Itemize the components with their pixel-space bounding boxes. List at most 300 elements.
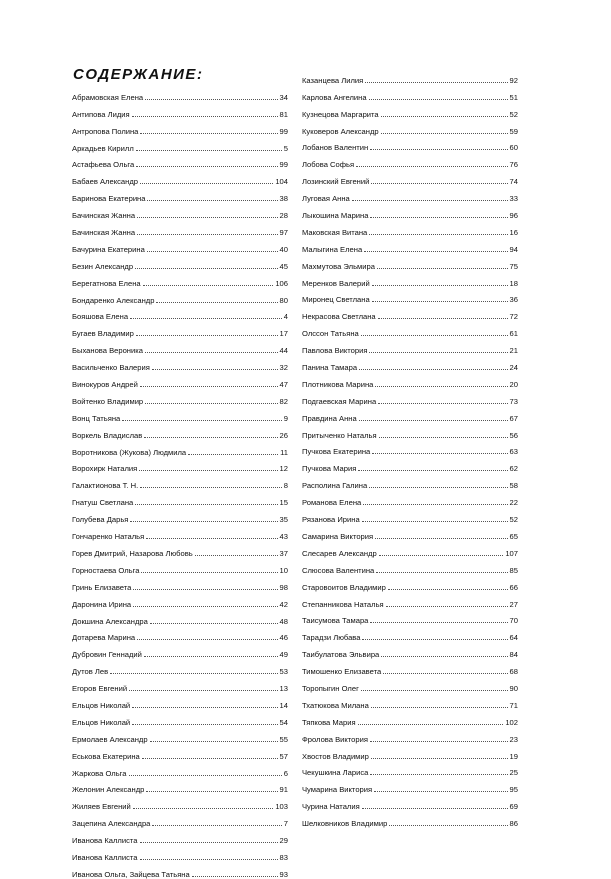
- dot-leader: [140, 841, 278, 843]
- toc-entry-name: Старовоитов Владимир: [302, 582, 386, 592]
- toc-entry-name: Васильченко Валерия: [72, 363, 150, 373]
- dot-leader: [145, 98, 277, 100]
- toc-entry-name: Панина Тамара: [302, 363, 358, 373]
- toc-entry-page: 76: [509, 160, 518, 170]
- toc-entry: [302, 119, 518, 136]
- toc-entry-name: Самарина Виктория: [302, 531, 374, 541]
- dot-leader: [147, 250, 278, 252]
- toc-entry-page: 33: [509, 194, 518, 204]
- toc-entry-page: 99: [279, 126, 288, 136]
- toc-entry: [72, 710, 288, 727]
- toc-entry: [302, 186, 518, 203]
- toc-entry-page: 83: [279, 852, 288, 862]
- toc-entry: [72, 136, 288, 153]
- toc-entry-page: 104: [275, 177, 288, 187]
- toc-entry-page: 91: [279, 785, 288, 795]
- toc-entry-page: 42: [279, 599, 288, 609]
- toc-entry: [72, 203, 288, 220]
- dot-leader: [375, 385, 507, 387]
- toc-entry: [72, 828, 288, 845]
- toc-entry-page: 21: [509, 346, 518, 356]
- toc-entry-page: 4: [283, 312, 288, 322]
- toc-entry: [302, 794, 518, 811]
- dot-leader: [371, 757, 508, 759]
- toc-entry-name: Горев Дмитрий, Назарова Любовь: [72, 548, 193, 558]
- dot-leader: [132, 706, 277, 708]
- toc-entry-name: Таибулатова Эльвира: [302, 650, 380, 660]
- toc-entry-page: 82: [279, 396, 288, 406]
- toc-entry-name: Хвостов Владимир: [302, 751, 369, 761]
- toc-entry-name: Рязанова Ирина: [302, 515, 360, 525]
- dot-leader: [379, 554, 504, 556]
- dot-leader: [152, 368, 278, 370]
- toc-entry: [302, 490, 518, 507]
- toc-entry-page: 17: [279, 329, 288, 339]
- toc-entry-page: 62: [509, 464, 518, 474]
- dot-leader: [381, 655, 507, 657]
- toc-entry-name: Гончаренко Наталья: [72, 532, 145, 542]
- toc-entry-page: 8: [283, 481, 288, 491]
- dot-leader: [389, 824, 507, 826]
- toc-entry-name: Карлова Ангелина: [302, 92, 367, 102]
- toc-entry: [302, 271, 518, 288]
- toc-entry: [72, 862, 288, 879]
- toc-entry: [72, 288, 288, 305]
- toc-entry-page: 20: [509, 379, 518, 389]
- toc-entry-page: 60: [509, 143, 518, 153]
- toc-entry-page: 107: [505, 548, 518, 558]
- dot-leader: [192, 875, 278, 877]
- dot-leader: [139, 469, 277, 471]
- toc-entry-name: Антипова Лидия: [72, 109, 130, 119]
- toc-entry-name: Ельцов Николай: [72, 700, 131, 710]
- toc-entry-page: 93: [279, 869, 288, 879]
- toc-entry-name: Егоров Евгений: [72, 684, 128, 694]
- dot-leader: [136, 334, 278, 336]
- toc-entry: [72, 811, 288, 828]
- toc-entry-page: 71: [509, 700, 518, 710]
- toc-entry: [302, 575, 518, 592]
- toc-entry-page: 52: [509, 109, 518, 119]
- toc-entry-name: Иванова Каллиста: [72, 852, 138, 862]
- toc-entry-page: 106: [275, 278, 288, 288]
- toc-entry: [302, 761, 518, 778]
- dot-leader: [145, 402, 277, 404]
- toc-entry: [302, 710, 518, 727]
- toc-entry-page: 18: [509, 278, 518, 288]
- toc-entry: [72, 169, 288, 186]
- toc-entry-page: 64: [509, 633, 518, 643]
- dot-leader: [136, 149, 282, 151]
- toc-entry: [72, 794, 288, 811]
- toc-entry: [72, 693, 288, 710]
- toc-entry: [302, 558, 518, 575]
- toc-entry: [302, 169, 518, 186]
- toc-entry-page: 51: [509, 92, 518, 102]
- toc-column-right: [302, 68, 518, 828]
- toc-entry: [72, 761, 288, 778]
- dot-leader: [359, 368, 507, 370]
- toc-entry: [72, 271, 288, 288]
- toc-entry: [302, 254, 518, 271]
- dot-leader: [378, 402, 507, 404]
- dot-leader: [376, 571, 507, 573]
- dot-leader: [156, 301, 277, 303]
- toc-entry-page: 29: [279, 836, 288, 846]
- toc-entry-name: Иванова Ольга, Зайцева Татьяна: [72, 869, 190, 879]
- toc-entry-page: 36: [509, 295, 518, 305]
- toc-entry-page: 5: [283, 143, 288, 153]
- toc-entry-page: 32: [279, 363, 288, 373]
- toc-entry: [72, 372, 288, 389]
- dot-leader: [140, 385, 278, 387]
- toc-entry: [302, 304, 518, 321]
- toc-entry: [302, 524, 518, 541]
- toc-entry-page: 27: [509, 599, 518, 609]
- dot-leader: [146, 790, 277, 792]
- toc-entry-page: 48: [279, 616, 288, 626]
- toc-entry: [302, 541, 518, 558]
- toc-entry-page: 34: [279, 92, 288, 102]
- toc-entry: [72, 507, 288, 524]
- toc-entry-name: Торопыгин Олег: [302, 683, 359, 693]
- toc-entry: [302, 456, 518, 473]
- dot-leader: [370, 773, 507, 775]
- toc-entry-name: Тхатюкова Милана: [302, 700, 369, 710]
- toc-entry-name: Чумарина Виктория: [302, 785, 373, 795]
- toc-entry-name: Пучкова Екатерина: [302, 447, 371, 457]
- toc-entry: [72, 541, 288, 558]
- toc-entry-name: Ермолаев Александр: [72, 734, 148, 744]
- toc-entry-name: Ельцов Николай: [72, 717, 131, 727]
- dot-leader: [110, 672, 277, 674]
- toc-entry-page: 26: [279, 430, 288, 440]
- toc-entry: [302, 220, 518, 237]
- toc-entry-name: Казанцева Лилия: [302, 75, 364, 85]
- toc-entry: [302, 777, 518, 794]
- toc-entry: [302, 237, 518, 254]
- toc-entry-page: 75: [509, 261, 518, 271]
- dot-leader: [370, 216, 507, 218]
- toc-entry-name: Располина Галина: [302, 481, 368, 491]
- dot-leader: [122, 419, 282, 421]
- toc-entry-name: Шелковников Владимир: [302, 819, 388, 829]
- dot-leader: [374, 790, 507, 792]
- toc-entry-page: 28: [279, 211, 288, 221]
- toc-entry-page: 72: [509, 312, 518, 322]
- toc-entry: [72, 406, 288, 423]
- toc-entry-page: 102: [505, 717, 518, 727]
- toc-entry: [302, 625, 518, 642]
- toc-entry: [72, 153, 288, 170]
- dot-leader: [372, 452, 507, 454]
- toc-entry: [72, 85, 288, 102]
- toc-entry-name: Быханова Вероника: [72, 346, 143, 356]
- toc-entry-page: 44: [279, 346, 288, 356]
- toc-entry-page: 59: [509, 126, 518, 136]
- toc-entry: [302, 423, 518, 440]
- dot-leader: [363, 503, 507, 505]
- toc-entry-page: 70: [509, 616, 518, 626]
- toc-entry-page: 52: [509, 515, 518, 525]
- toc-entry-page: 6: [283, 768, 288, 778]
- toc-entry: [72, 102, 288, 119]
- dot-leader: [141, 571, 277, 573]
- toc-entry-page: 22: [509, 498, 518, 508]
- toc-entry-name: Плотникова Марина: [302, 379, 374, 389]
- toc-entry-name: Еськова Екатерина: [72, 751, 140, 761]
- toc-entry-name: Махмутова Эльмира: [302, 261, 375, 271]
- toc-entry-page: 23: [509, 734, 518, 744]
- toc-entry-page: 81: [279, 109, 288, 119]
- toc-entry-name: Тимошенко Елизавета: [302, 667, 382, 677]
- toc-entry-name: Иванова Каллиста: [72, 836, 138, 846]
- toc-entry: [72, 659, 288, 676]
- toc-entry-page: 13: [279, 684, 288, 694]
- toc-entry-name: Бабаев Александр: [72, 177, 138, 187]
- toc-entry-page: 49: [279, 650, 288, 660]
- toc-entry-name: Маковская Витана: [302, 227, 368, 237]
- toc-entry-name: Некрасова Светлана: [302, 312, 376, 322]
- toc-entry-page: 84: [509, 650, 518, 660]
- toc-entry: [302, 693, 518, 710]
- toc-entry-name: Вонц Татьяна: [72, 413, 121, 423]
- toc-entry: [72, 744, 288, 761]
- dot-leader: [129, 689, 277, 691]
- toc-entry-page: 15: [279, 498, 288, 508]
- toc-entry-name: Бачинская Жанна: [72, 228, 136, 238]
- toc-entry-name: Слюсова Валентина: [302, 565, 375, 575]
- dot-leader: [133, 588, 277, 590]
- toc-entry: [302, 102, 518, 119]
- dot-leader: [362, 807, 508, 809]
- toc-entry-page: 53: [279, 667, 288, 677]
- toc-entry: [302, 203, 518, 220]
- toc-entry-name: Воркель Владислав: [72, 430, 143, 440]
- toc-entry: [302, 85, 518, 102]
- dot-leader: [358, 723, 504, 725]
- toc-entry-name: Таисумова Тамара: [302, 616, 369, 626]
- toc-entry: [72, 609, 288, 626]
- dot-leader: [188, 453, 278, 455]
- dot-leader: [133, 605, 277, 607]
- toc-entry-name: Желонин Александр: [72, 785, 145, 795]
- toc-entry-page: 12: [279, 464, 288, 474]
- toc-entry-page: 95: [509, 785, 518, 795]
- toc-entry-page: 74: [509, 177, 518, 187]
- toc-entry: [72, 490, 288, 507]
- toc-entry-name: Гнатуш Светлана: [72, 498, 134, 508]
- toc-entry-name: Зацепина Александра: [72, 819, 151, 829]
- toc-entry: [72, 440, 288, 457]
- dot-leader: [132, 115, 278, 117]
- toc-entry: [302, 406, 518, 423]
- toc-entry: [72, 254, 288, 271]
- dot-leader: [369, 351, 507, 353]
- toc-entry-page: 10: [279, 565, 288, 575]
- dot-leader: [140, 132, 277, 134]
- dot-leader: [144, 655, 278, 657]
- toc-entry-page: 40: [279, 244, 288, 254]
- dot-leader: [352, 199, 508, 201]
- toc-entry-page: 65: [509, 531, 518, 541]
- dot-leader: [372, 300, 508, 302]
- dot-leader: [383, 672, 507, 674]
- toc-entry: [302, 592, 518, 609]
- toc-entry: [72, 389, 288, 406]
- toc-entry: [302, 659, 518, 676]
- toc-entry-name: Кузнецова Маргарита: [302, 109, 379, 119]
- toc-entry-page: 57: [279, 751, 288, 761]
- toc-entry-page: 16: [509, 227, 518, 237]
- dot-leader: [370, 148, 507, 150]
- toc-entry-name: Чурина Наталия: [302, 802, 360, 812]
- toc-entry-page: 11: [280, 447, 288, 457]
- dot-leader: [143, 284, 274, 286]
- dot-leader: [372, 284, 508, 286]
- dot-leader: [140, 486, 282, 488]
- toc-entry-page: 55: [279, 734, 288, 744]
- toc-entry-name: Аркадьев Кирилл: [72, 143, 134, 153]
- toc-entry: [302, 338, 518, 355]
- toc-entry: [72, 473, 288, 490]
- toc-entry-page: 90: [509, 683, 518, 693]
- toc-entry-name: Гринь Елизавета: [72, 582, 132, 592]
- toc-entry: [302, 389, 518, 406]
- toc-entry: [72, 778, 288, 795]
- toc-entry: [302, 727, 518, 744]
- toc-entry-name: Голубева Дарья: [72, 515, 129, 525]
- dot-leader: [371, 182, 507, 184]
- toc-entry: [72, 524, 288, 541]
- toc-entry-name: Берегатнова Елена: [72, 278, 141, 288]
- toc-entry-name: Тарадзи Любава: [302, 633, 361, 643]
- toc-entry-page: 45: [279, 261, 288, 271]
- toc-entry-name: Даронина Ирина: [72, 599, 132, 609]
- toc-entry-page: 24: [509, 363, 518, 373]
- toc-entry: [72, 119, 288, 136]
- dot-leader: [137, 638, 277, 640]
- dot-leader: [135, 267, 277, 269]
- toc-entry-name: Малыгина Елена: [302, 244, 363, 254]
- toc-entry-page: 98: [279, 582, 288, 592]
- toc-entry-name: Луговая Анна: [302, 194, 350, 204]
- toc-entry-name: Дутов Лев: [72, 667, 109, 677]
- dot-leader: [386, 605, 508, 607]
- toc-entry: [302, 372, 518, 389]
- dot-leader: [381, 115, 508, 117]
- toc-entry: [302, 440, 518, 457]
- toc-entry-name: Лобова Софья: [302, 160, 355, 170]
- toc-entry-name: Лозинский Евгений: [302, 177, 370, 187]
- toc-entry: [72, 575, 288, 592]
- toc-entry-page: 37: [279, 548, 288, 558]
- toc-entry-name: Пучкова Мария: [302, 464, 357, 474]
- dot-leader: [358, 469, 507, 471]
- toc-entry-name: Винокуров Андрей: [72, 380, 138, 390]
- dot-leader: [130, 317, 282, 319]
- dot-leader: [371, 706, 508, 708]
- dot-leader: [132, 723, 277, 725]
- toc-entry-page: 86: [509, 819, 518, 829]
- toc-entry-name: Бугаев Владимир: [72, 329, 134, 339]
- toc-entry-name: Жаркова Ольга: [72, 768, 127, 778]
- toc-entry-name: Докшина Александра: [72, 616, 148, 626]
- toc-entry-name: Баринова Екатерина: [72, 194, 146, 204]
- dot-leader: [378, 317, 508, 319]
- toc-entry-name: Ворохирк Наталия: [72, 464, 138, 474]
- toc-entry-page: 92: [509, 75, 518, 85]
- dot-leader: [388, 588, 508, 590]
- toc-entry: [72, 338, 288, 355]
- dot-leader: [370, 621, 507, 623]
- toc-entry-page: 14: [279, 700, 288, 710]
- toc-entry: [72, 676, 288, 693]
- toc-entry-page: 97: [279, 228, 288, 238]
- toc-entry: [72, 220, 288, 237]
- toc-entry-page: 38: [279, 194, 288, 204]
- toc-entry-name: Куковеров Александр: [302, 126, 379, 136]
- toc-entry: [72, 845, 288, 862]
- toc-entry-page: 43: [279, 532, 288, 542]
- toc-entry-name: Слесарев Александр: [302, 548, 377, 558]
- toc-entry-name: Абрамовская Елена: [72, 92, 144, 102]
- toc-entry: [72, 457, 288, 474]
- toc-entry-page: 68: [509, 667, 518, 677]
- toc-entry-name: Подгаевская Марина: [302, 396, 377, 406]
- toc-entry-name: Бачинская Жанна: [72, 211, 136, 221]
- dot-leader: [147, 199, 277, 201]
- toc-entry-name: Фролова Виктория: [302, 734, 368, 744]
- dot-leader: [365, 81, 507, 83]
- dot-leader: [137, 216, 277, 218]
- toc-entry-name: Романова Елена: [302, 498, 362, 508]
- dot-leader: [362, 638, 507, 640]
- toc-entry-page: 67: [509, 413, 518, 423]
- toc-entry-name: Горностаева Ольга: [72, 565, 140, 575]
- dot-leader: [369, 233, 507, 235]
- toc-entry: [302, 609, 518, 626]
- toc-entry-page: 80: [279, 295, 288, 305]
- dot-leader: [362, 520, 508, 522]
- dot-leader: [369, 486, 507, 488]
- toc-entry: [302, 152, 518, 169]
- toc-entry-page: 58: [509, 481, 518, 491]
- toc-entry-name: Правдина Анна: [302, 413, 357, 423]
- dot-leader: [145, 351, 278, 353]
- toc-entry-page: 25: [509, 768, 518, 778]
- toc-entry: [302, 288, 518, 305]
- toc-entry-page: 35: [279, 515, 288, 525]
- dot-leader: [142, 757, 278, 759]
- toc-entry-page: 85: [509, 565, 518, 575]
- toc-entry: [72, 626, 288, 643]
- toc-entry-page: 46: [279, 633, 288, 643]
- dot-leader: [369, 98, 508, 100]
- toc-entry: [72, 592, 288, 609]
- toc-entry: [72, 727, 288, 744]
- dot-leader: [370, 740, 508, 742]
- toc-entry-page: 54: [279, 717, 288, 727]
- toc-entry: [302, 473, 518, 490]
- toc-entry-page: 66: [509, 582, 518, 592]
- dot-leader: [195, 554, 278, 556]
- toc-entry-page: 103: [275, 802, 288, 812]
- dot-leader: [356, 165, 507, 167]
- toc-entry-name: Антропова Полина: [72, 126, 139, 136]
- toc-entry-name: Тяпкова Мария: [302, 717, 356, 727]
- toc-entry-page: 9: [283, 413, 288, 423]
